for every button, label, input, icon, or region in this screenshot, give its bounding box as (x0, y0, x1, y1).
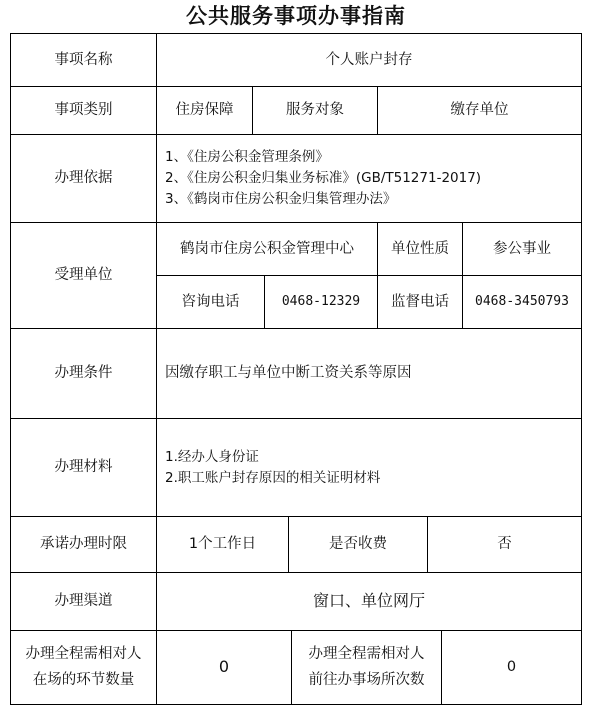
on-site-steps-value: 0 (218, 657, 230, 677)
materials-list (157, 419, 581, 516)
office-visits-value: 0 (506, 659, 517, 676)
channel-label: 办理渠道 (54, 593, 113, 610)
supervise-phone-label: 监督电话 (391, 293, 449, 310)
consult-phone-label: 咨询电话 (181, 293, 240, 310)
fee-value: 否 (497, 536, 512, 553)
item-type-value: 住房保障 (175, 102, 234, 119)
service-target-label: 服务对象 (286, 102, 344, 119)
basis-label: 办理依据 (54, 170, 113, 187)
fee-label: 是否收费 (329, 536, 387, 553)
office-visits-label: 办理全程需相对人 前往办事场所次数 (308, 646, 425, 688)
materials-label: 办理材料 (54, 459, 113, 476)
item-type-label: 事项类别 (54, 102, 113, 119)
page-title: 公共服务事项办事指南 (186, 3, 406, 28)
office-nature-value: 参公事业 (493, 240, 551, 257)
basis-item-3: 3、《鹤岗市住房公积金归集管理办法》 (165, 190, 397, 207)
materials-item-1: 1.经办人身份证 (165, 448, 259, 465)
office-label: 受理单位 (54, 267, 113, 284)
basis-item-2: 2、《住房公积金归集业务标准》(GB/T51271-2017) (165, 170, 482, 187)
office-nature-label: 单位性质 (391, 240, 449, 257)
time-limit-value: 1个工作日 (188, 536, 257, 553)
basis-list (157, 135, 581, 222)
item-name-label: 事项名称 (54, 51, 113, 68)
conditions-label: 办理条件 (54, 365, 113, 382)
supervise-phone-value: 0468-3450793 (475, 293, 569, 309)
item-name-value: 个人账户封存 (325, 51, 413, 68)
materials-item-2: 2.职工账户封存原因的相关证明材料 (165, 469, 381, 486)
conditions-value: 因缴存职工与单位中断工资关系等原因 (165, 365, 412, 382)
service-target-value: 缴存单位 (450, 102, 509, 119)
channel-value: 窗口、单位网厅 (312, 591, 425, 611)
office-name: 鹤岗市住房公积金管理中心 (180, 240, 354, 257)
time-limit-label: 承诺办理时限 (40, 536, 127, 553)
on-site-steps-label: 办理全程需相对人 在场的环节数量 (25, 646, 142, 688)
consult-phone-value: 0468-12329 (281, 293, 361, 309)
basis-item-1: 1、《住房公积金管理条例》 (165, 149, 329, 166)
